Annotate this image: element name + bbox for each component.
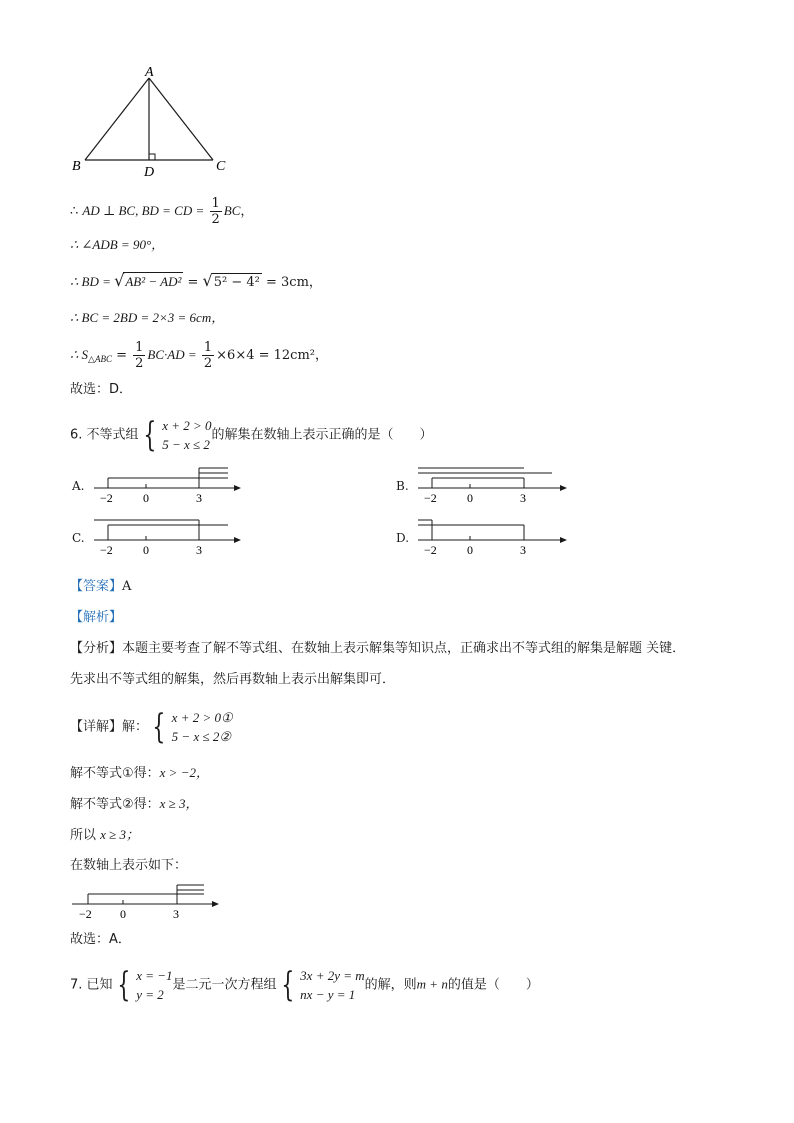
triangle-figure [70, 60, 240, 180]
answer-value: A [122, 579, 132, 594]
vertex-b-label: B [72, 159, 81, 174]
sqrt-term-1: AB² − AD² [125, 274, 182, 289]
number-line-option-a[interactable] [88, 462, 248, 504]
option-b-label[interactable]: B. [396, 479, 409, 493]
sqrt-term-2: 5² − 4² [213, 275, 260, 290]
svg-text:−2: −2 [424, 491, 437, 504]
solution-line-5: ∴ $S_{\triangle ABC}$ = $\frac{1}{2}$ BC·AD = $\frac{1}{2}$ ×6×4 = 12cm²， [70, 340, 329, 371]
question-6 [70, 416, 433, 454]
detail-step-2: 解不等式②得：x ≥ 3， [70, 796, 199, 812]
q7-equation-system: { 3x + 2y = m nx − y = 1 [280, 965, 365, 1005]
svg-text:−2: −2 [79, 907, 92, 921]
fenxi-line-2: 先求出不等式组的解集，然后再数轴上表示出解集即可． [70, 672, 396, 687]
vertex-d-label: D [144, 165, 155, 180]
number-line-option-c[interactable] [88, 514, 248, 556]
number-line-option-b[interactable] [412, 462, 572, 504]
option-c-label[interactable]: C. [72, 531, 85, 545]
choose-a-line: 故选：A． [70, 932, 131, 947]
svg-text:0: 0 [467, 491, 473, 504]
option-d-label[interactable]: D. [396, 531, 410, 545]
line1-math: AD ⊥ BC, BD = CD = [82, 203, 208, 218]
svg-text:−2: −2 [100, 543, 113, 556]
question-7: 7. 已知 { x = −1 y = 2 是二元一次方程组 { 3x + 2y = m nx − y = 1 的解，则m + n的值是（ ） [70, 965, 539, 1005]
q6-number: 6. 不等式组 [70, 427, 139, 443]
detail-step-3: 所以 x ≥ 3； [70, 827, 140, 843]
detail-step-1: 解不等式①得：x > −2， [70, 765, 209, 781]
q6-system: { x + 2 > 0 5 − x ≤ 2 [142, 415, 212, 455]
answer-tag: 【答案】 [70, 579, 123, 594]
svg-text:3: 3 [196, 491, 202, 504]
vertex-c-label: C [216, 159, 226, 174]
svg-text:3: 3 [196, 543, 202, 556]
solution-line-1: ∴ AD ⊥ BC, BD = CD = $\frac{1}{2}$ BC， [70, 196, 254, 227]
svg-text:0: 0 [143, 543, 149, 556]
solution-line-3: ∴ BD = √AB² − AD² = √5² − 4² = 3cm， [70, 271, 322, 290]
solution-number-line [68, 880, 228, 922]
vertex-a-label: A [145, 65, 154, 80]
solution-line-4: ∴ BC = 2BD = 2×3 = 6cm， [70, 310, 225, 325]
detail-system: { x + 2 > 0① 5 − x ≤ 2② [152, 707, 233, 747]
solution-line-2: ∴ ∠ADB = 90°， [70, 237, 165, 252]
svg-text:−2: −2 [424, 543, 437, 556]
svg-text:−2: −2 [100, 491, 113, 504]
q7-number: 7. 已知 [70, 977, 113, 993]
svg-text:0: 0 [467, 543, 473, 556]
fraction-half: $\frac{1}{2}$ [211, 196, 220, 227]
analysis-tag: 【解析】 [70, 610, 123, 625]
line1-tail: BC [223, 203, 241, 218]
svg-text:3: 3 [520, 491, 526, 504]
answer-line [70, 578, 131, 596]
therefore-symbol: ∴ [70, 204, 83, 219]
svg-text:0: 0 [143, 491, 149, 504]
detail-step-4: 在数轴上表示如下： [70, 858, 188, 873]
q6-question-text: 的解集在数轴上表示正确的是（ ） [211, 427, 433, 443]
svg-text:3: 3 [173, 907, 179, 921]
choose-d-line: 故选：D． [70, 382, 133, 397]
option-a-label[interactable]: A. [72, 479, 85, 493]
detail-line: 【详解】解： { x + 2 > 0① 5 − x ≤ 2② [70, 707, 233, 747]
svg-text:3: 3 [520, 543, 526, 556]
q7-solution-system: { x = −1 y = 2 [116, 965, 173, 1005]
svg-text:0: 0 [120, 907, 126, 921]
fenxi-line-1: 【分析】本题主要考查了解不等式组、在数轴上表示解集等知识点，正确求出不等式组的解集是解题 关键． [70, 641, 686, 656]
number-line-option-d[interactable] [412, 514, 572, 556]
